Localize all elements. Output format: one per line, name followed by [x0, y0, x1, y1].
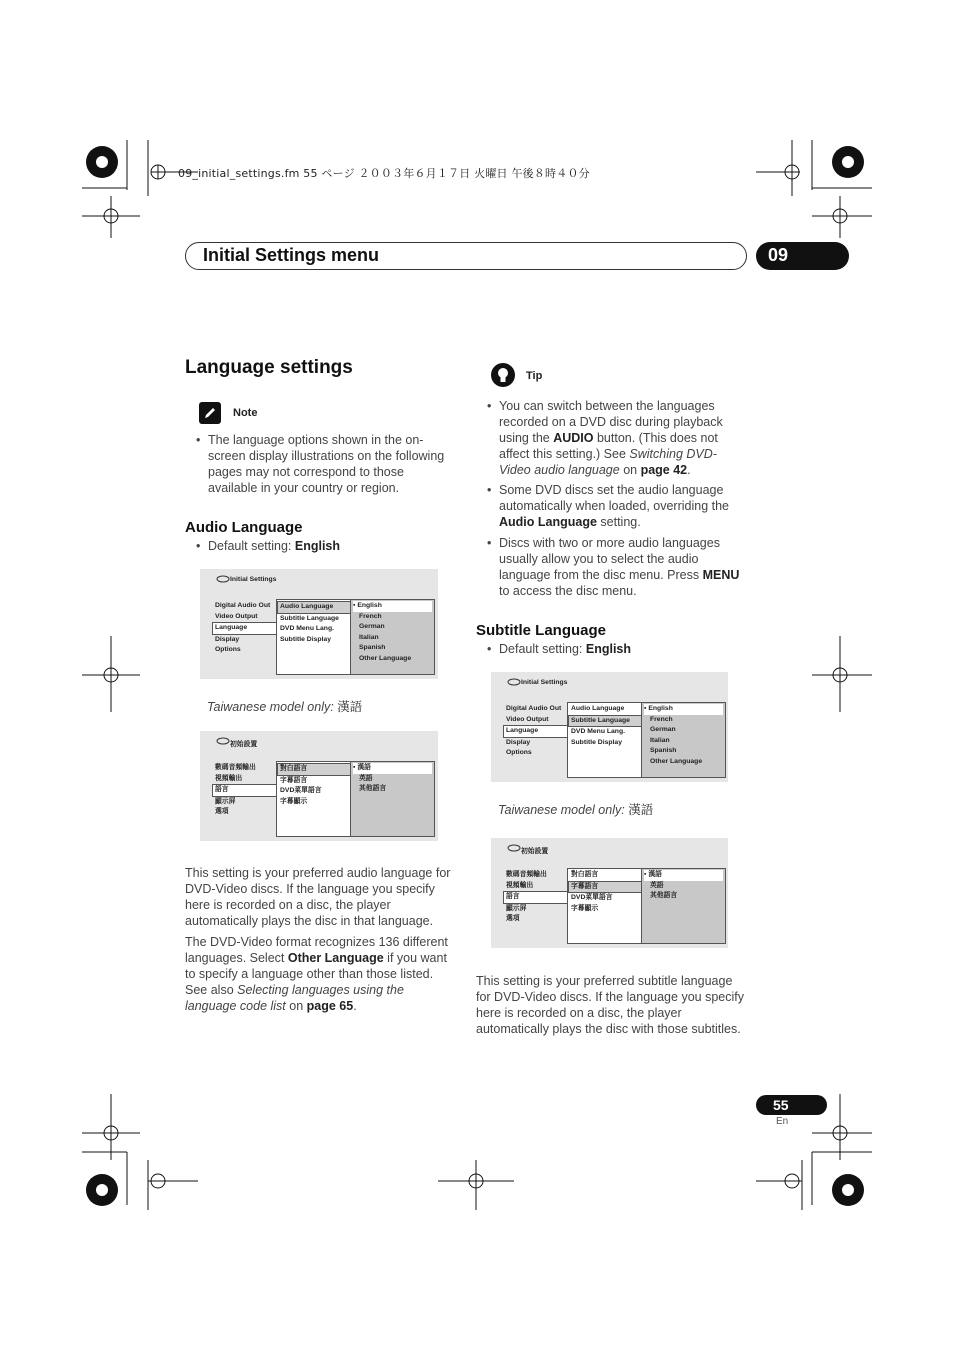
subtitle-taiwanese-note: Taiwanese model only: 漢語: [498, 803, 654, 817]
osd-screen-subtitle-zh: 初始設置 數碼音頻輸出 視頻輸出 語言 顯示屏 選項 對白語言 字幕語言 DVD菜單語言 字幕顯示 ▪ 漢語 英語 其他語言: [491, 838, 728, 948]
osd-menu-item: Video Output: [215, 612, 258, 620]
osd-menu-item: Language: [503, 725, 579, 738]
subtitle-default-setting: • Default setting: English: [487, 642, 632, 656]
audio-paragraph-1: This setting is your preferred audio language for DVD-Video discs. If the language you specify here is recorded on a disc, the player automatically plays the disc in that language.: [185, 866, 451, 928]
osd-menu-item: 選項: [215, 808, 229, 816]
osd-value: Other Language: [650, 757, 703, 765]
osd-header: 初始設置: [521, 848, 549, 855]
section-title: Language settings: [185, 357, 353, 378]
osd-value: German: [650, 726, 676, 734]
osd-menu-item: 語言: [212, 784, 288, 797]
osd-option: Subtitle Language: [568, 715, 642, 728]
osd-menu-item: 數碼音頻輸出: [506, 871, 547, 878]
osd-menu-item: 選項: [506, 915, 520, 923]
tip-bullet-3: • Discs with two or more audio languages usually allow you to select the audio language from the disc menu. Press MENU to access the disc menu.: [487, 536, 740, 598]
osd-value: French: [359, 612, 382, 620]
osd-value: 英語: [359, 774, 373, 782]
osd-value: 英語: [650, 881, 664, 889]
osd-option: Subtitle Display: [571, 738, 622, 746]
tip-lightbulb-icon: [490, 362, 516, 388]
audio-language-heading: Audio Language: [185, 519, 303, 536]
osd-value: Other Language: [359, 654, 412, 662]
osd-screen-audio-zh: 初始設置 數碼音頻輸出 視頻輸出 語言 顯示屏 選項 對白語言 字幕語言 DVD菜單語言 字幕顯示 ▪ 漢語 英語 其他語言: [200, 731, 438, 841]
chapter-title: Initial Settings menu: [203, 245, 380, 265]
osd-value: 其他語言: [650, 892, 678, 900]
osd-option: DVD Menu Lang.: [280, 625, 334, 633]
subtitle-language-heading: Subtitle Language: [476, 622, 607, 639]
osd-option: 字幕語言: [280, 776, 308, 784]
osd-menu-item: Display: [215, 635, 240, 643]
osd-header: 初始設置: [230, 741, 258, 748]
osd-menu-item: Options: [506, 749, 532, 757]
osd-screen-audio-en: Initial Settings Digital Audio Out Video Output Language Display Options Audio Language Subtitle Language DVD Menu Lang. Subtitle Display ▪ English French German Italian Spanish Other Language: [200, 569, 438, 679]
osd-value: 漢語: [357, 764, 371, 771]
chapter-number: 09: [768, 245, 789, 265]
osd-option: Subtitle Display: [280, 635, 331, 643]
file-header: 09_initial_settings.fm 55 ページ ２００３年６月１７日 火曜日 午後８時４０分: [178, 167, 590, 180]
disc-icon: [507, 843, 521, 855]
osd-value: English: [648, 705, 673, 712]
tip-label: Tip: [526, 370, 543, 382]
disc-icon: [216, 574, 230, 586]
osd-screen-subtitle-en: Initial Settings Digital Audio Out Video Output Language Display Options Audio Language Subtitle Language DVD Menu Lang. Subtitle Display ▪ English French German Italian Spanish Other Language: [491, 672, 728, 782]
osd-menu-item: Language: [212, 622, 288, 635]
note-pencil-icon: [199, 402, 221, 424]
osd-menu-item: Video Output: [506, 715, 549, 723]
osd-value: 漢語: [648, 871, 662, 878]
note-label: Note: [233, 407, 258, 419]
note-text: • The language options shown in the on-screen display illustrations on the following pages may not correspond to those available in your country or region.: [196, 433, 445, 495]
osd-option: DVD菜單語言: [571, 894, 613, 902]
osd-option: 字幕顯示: [571, 904, 599, 912]
osd-menu-item: Options: [215, 646, 241, 654]
osd-option: 對白語言: [571, 871, 599, 878]
osd-option: 字幕顯示: [280, 797, 308, 805]
osd-value: French: [650, 715, 673, 723]
subtitle-paragraph: This setting is your preferred subtitle language for DVD-Video discs. If the language you specify here is recorded on a disc, the player automatically plays the disc with those subtitles.: [476, 974, 744, 1036]
osd-value: Spanish: [650, 747, 677, 755]
osd-option: 字幕語言: [568, 881, 642, 894]
osd-option: Subtitle Language: [280, 614, 339, 622]
disc-icon: [507, 677, 521, 689]
audio-taiwanese-note: Taiwanese model only: 漢語: [207, 700, 363, 714]
audio-paragraph-2: The DVD-Video format recognizes 136 different languages. Select Other Language if you want to specify a language other than those listed. See also Selecting languages using the language code list on page 65.: [185, 935, 448, 1013]
tip-bullet-1: • You can switch between the languages recorded on a DVD disc during playback using the AUDIO button. (This does not affect this setting.) See Switching DVD-Video audio language on page 42.: [487, 399, 723, 477]
osd-value: Italian: [650, 736, 670, 744]
osd-header: Initial Settings: [230, 576, 277, 583]
osd-value: English: [357, 602, 382, 609]
osd-menu-item: 視頻輸出: [506, 881, 534, 889]
osd-option: DVD Menu Lang.: [571, 728, 625, 736]
osd-menu-item: 顯示屏: [215, 797, 236, 805]
osd-option: Audio Language: [277, 601, 351, 614]
osd-menu-item: 顯示屏: [506, 904, 527, 912]
osd-option: Audio Language: [571, 705, 625, 712]
page-number-pill: [756, 1095, 827, 1115]
osd-menu-item: 視頻輸出: [215, 774, 243, 782]
osd-option: 對白語言: [277, 763, 351, 776]
osd-menu-item: Display: [506, 738, 531, 746]
osd-value: Spanish: [359, 644, 386, 652]
osd-option: DVD菜單語言: [280, 787, 322, 795]
audio-default-setting: • Default setting: English: [196, 539, 341, 553]
osd-menu-item: Digital Audio Out: [506, 705, 562, 712]
osd-value: German: [359, 623, 385, 631]
osd-value: Italian: [359, 633, 379, 641]
osd-header: Initial Settings: [521, 679, 568, 686]
osd-menu-item: 數碼音頻輸出: [215, 764, 256, 771]
osd-menu-item: 語言: [503, 891, 579, 904]
tip-bullet-2: • Some DVD discs set the audio language automatically when loaded, overriding the Audio Language setting.: [487, 483, 729, 529]
osd-value: 其他語言: [359, 785, 387, 793]
page-number: 55: [773, 1097, 789, 1113]
page-language: En: [776, 1116, 789, 1127]
osd-menu-item: Digital Audio Out: [215, 602, 271, 609]
disc-icon: [216, 736, 230, 748]
